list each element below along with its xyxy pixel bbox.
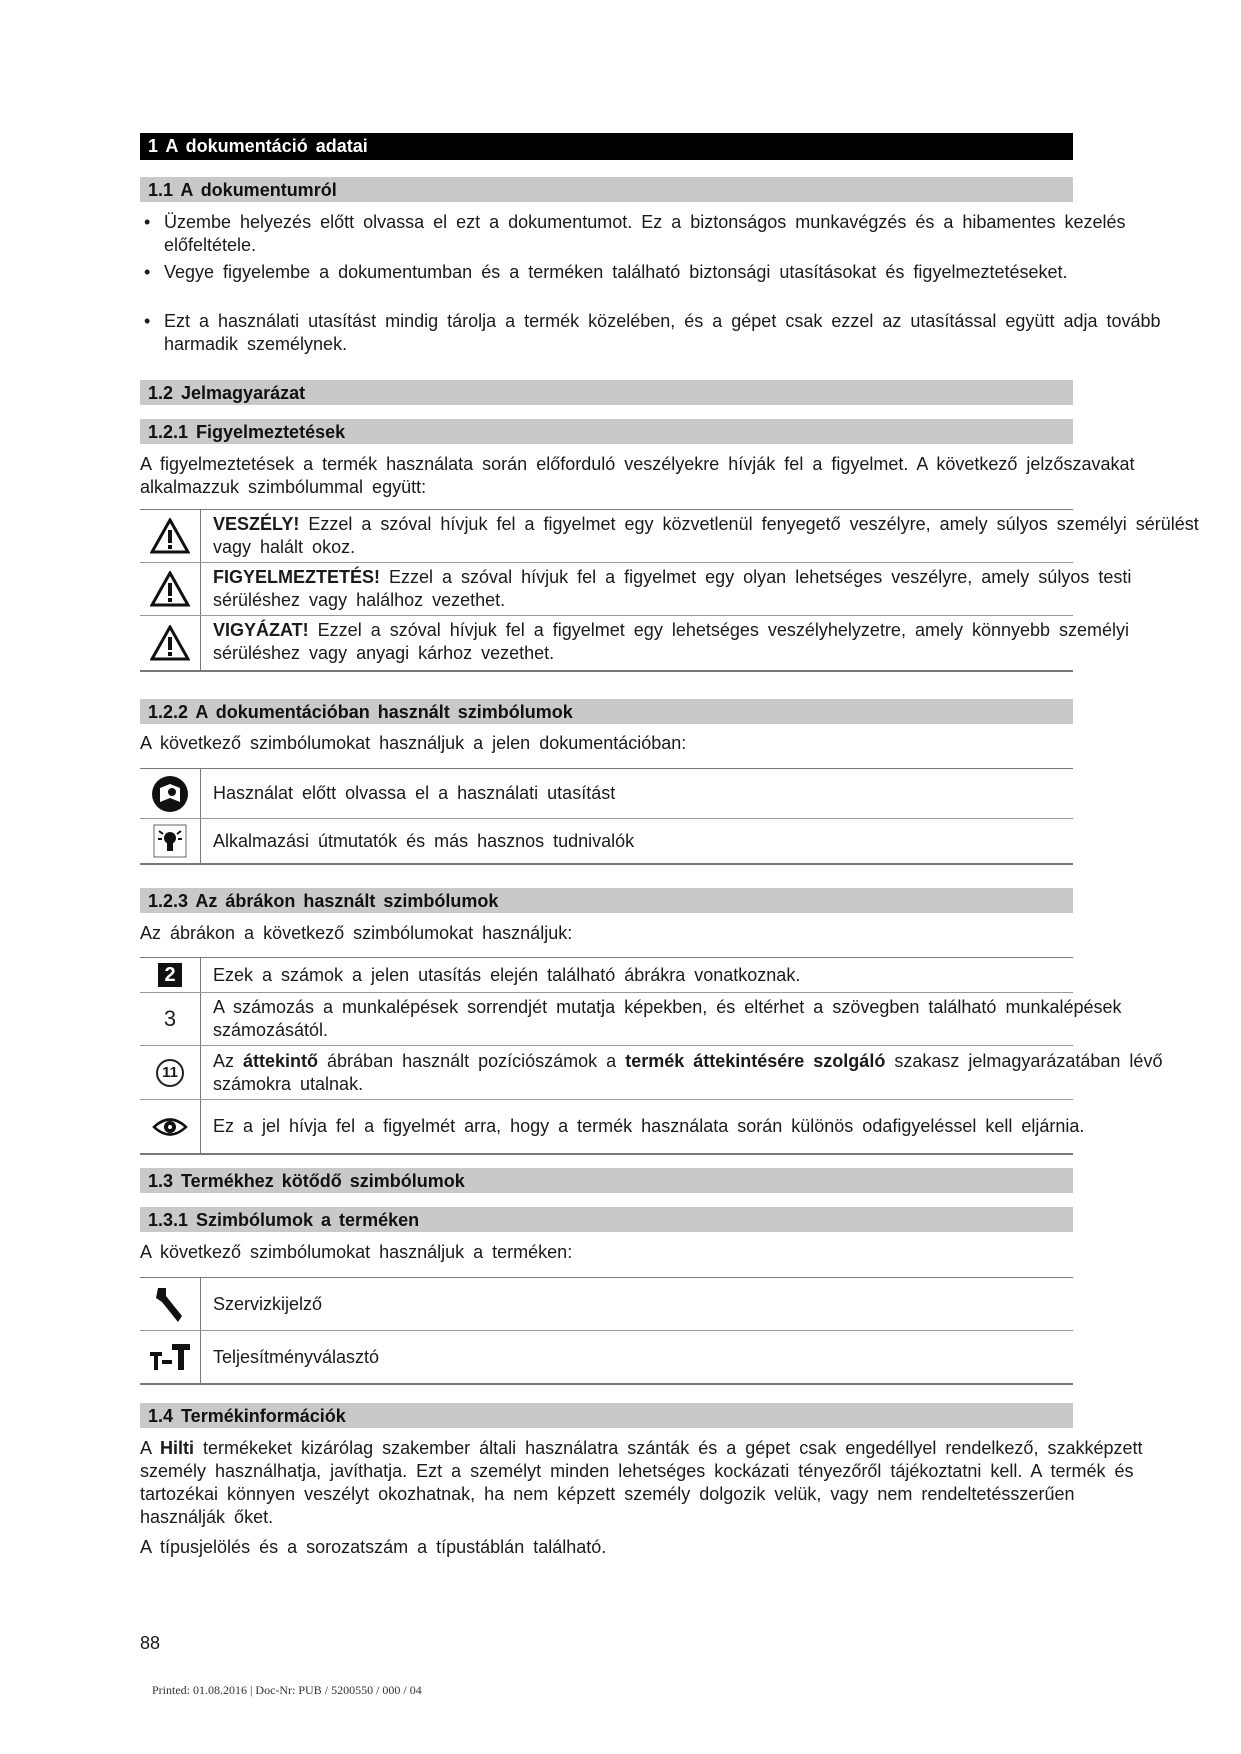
figure-symbols-table: [140, 957, 1163, 1155]
symbol-row: [140, 1330, 1073, 1383]
signal-word: FIGYELMEZTETÉS!: [213, 567, 381, 587]
product-symbols-intro: A következő szimbólumokat használjuk a terméken:: [140, 1242, 573, 1262]
figure-number-label: 2: [158, 963, 182, 987]
warning-text: [201, 616, 1213, 670]
warning-triangle-icon: [140, 616, 201, 670]
warning-triangle-icon: [140, 510, 201, 562]
section-heading-1-2-3: 1.2.3 Az ábrákon használt szimbólumok: [140, 888, 1073, 913]
print-footer: Printed: 01.08.2016 | Doc-Nr: PUB / 5200550 / 000 / 04: [152, 1683, 422, 1697]
signal-word: VESZÉLY!: [213, 514, 300, 534]
text-part: Az: [213, 1050, 244, 1071]
text-part: A: [140, 1438, 161, 1458]
bullet-item: • Vegye figyelembe a dokumentumban és a terméken található biztonsági utasításokat és figyelmeztetéseket.: [140, 261, 1200, 284]
bullet-item: • Ezt a használati utasítást mindig tárolja a termék közelében, és a gépet csak ezzel az utasítással együtt adja tovább harmadik személynek.: [140, 310, 1200, 356]
symbol-row: [140, 1045, 1163, 1099]
warning-row: [140, 615, 1130, 670]
read-manual-icon: [140, 769, 201, 818]
wrench-service-icon: [140, 1278, 201, 1330]
bullet-item: • Üzembe helyezés előtt olvassa el ezt a dokumentumot. Ez a biztonságos munkavégzés és a hibamentes kezelés előfeltétele.: [140, 211, 1200, 257]
position-number-icon: [140, 1046, 201, 1099]
symbol-description: Szervizkijelző: [213, 1293, 323, 1314]
lightbulb-tip-icon: [140, 819, 201, 863]
product-info-paragraph: [140, 1437, 1150, 1529]
section-heading-1-2: 1.2 Jelmagyarázat: [140, 380, 1073, 405]
symbol-row: [140, 958, 1073, 992]
symbol-row: [140, 1099, 1085, 1153]
warning-description: Ezzel a szóval hívjuk fel a figyelmet egy lehetséges veszélyhelyzetre, amely könnyebb személyi sérüléshez vagy anyagi kárhoz vezethet.: [213, 620, 1130, 663]
position-number-label: 11: [156, 1059, 184, 1087]
figure-symbols-intro: Az ábrákon a következő szimbólumokat használjuk:: [140, 923, 573, 943]
text-part: ábrában használt pozíciószámok a: [318, 1050, 626, 1071]
warning-text: [201, 510, 1213, 562]
step-number-label: 3: [163, 1006, 177, 1031]
eye-attention-icon: [140, 1100, 201, 1153]
text-part-bold: termék áttekintésére szolgáló: [625, 1050, 886, 1071]
page-number: 88: [140, 1633, 161, 1653]
step-number-icon: [140, 993, 201, 1045]
symbol-row: [140, 1278, 1073, 1330]
signal-word: VIGYÁZAT!: [213, 620, 309, 640]
section-heading-1-1: 1.1 A dokumentumról: [140, 177, 1073, 202]
warning-row: [140, 562, 1132, 615]
brand-name: Hilti: [160, 1438, 195, 1458]
symbol-description: Ez a jel hívja fel a figyelmét arra, hogy a termék használata során különös odafigyeléssel kell eljárnia.: [213, 1116, 1085, 1136]
section-heading-1-4: 1.4 Termékinformációk: [140, 1403, 1073, 1428]
symbol-description: [201, 1047, 1213, 1099]
symbol-description: Teljesítményválasztó: [213, 1346, 380, 1367]
warnings-table: [140, 509, 1199, 672]
symbol-description: Alkalmazási útmutatók és más hasznos tudnivalók: [213, 830, 635, 851]
symbol-description: Ezek a számok a jelen utasítás elején található ábrákra vonatkoznak.: [213, 964, 801, 985]
warning-row: [140, 510, 1199, 562]
symbol-description: Használat előtt olvassa el a használati utasítást: [213, 783, 616, 803]
doc-symbols-intro: A következő szimbólumokat használjuk a jelen dokumentációban:: [140, 733, 687, 753]
type-plate-paragraph: A típusjelölés és a sorozatszám a típustáblán található.: [140, 1537, 607, 1557]
warnings-intro: A figyelmeztetések a termék használata során előforduló veszélyekre hívják fel a figyelmet. A következő jelzőszavakat alkalmazzuk szimbólummal együtt:: [140, 454, 1135, 497]
product-symbols-table: [140, 1277, 1073, 1385]
section-heading-1: 1 A dokumentáció adatai: [140, 133, 1073, 160]
section-heading-1-2-1: 1.2.1 Figyelmeztetések: [140, 419, 1073, 444]
text-part: termékeket kizárólag szakember általi használatra szánták és a gépet csak engedéllyel rendelkező, szakképzett személy használhatja, javíthatja. Ezt a személyt minden lehetséges kockázati tényezőről tájékoztatni kell. A termék és tartozékai könnyen veszélyt okozhatnak, ha nem képzett személy dolgozik velük, vagy nem rendeltetésszerűen használják őket.: [140, 1438, 1143, 1527]
doc-symbols-table: [140, 768, 1073, 865]
section-heading-1-3: 1.3 Termékhez kötődő szimbólumok: [140, 1168, 1073, 1193]
warning-description: Ezzel a szóval hívjuk fel a figyelmet egy közvetlenül fenyegető veszélyre, amely súlyos személyi sérülést vagy halált okoz.: [213, 514, 1199, 557]
number-square-icon: [140, 958, 201, 992]
text-part: szakasz jelmagyarázatában lévő számokra utalnak.: [213, 1050, 1163, 1094]
warning-description: Ezzel a szóval hívjuk fel a figyelmet egy olyan lehetséges veszélyre, amely súlyos testi sérüléshez vagy halálhoz vezethet.: [213, 567, 1132, 610]
section-heading-1-3-1: 1.3.1 Szimbólumok a terméken: [140, 1207, 1073, 1232]
text-part-bold: áttekintő: [243, 1050, 319, 1071]
symbol-row: [140, 992, 1122, 1045]
symbol-row: [140, 818, 1073, 863]
warning-text: [201, 563, 1213, 615]
section-heading-1-2-2: 1.2.2 A dokumentációban használt szimbólumok: [140, 699, 1073, 724]
symbol-row: [140, 769, 1073, 818]
power-selector-icon: [140, 1331, 201, 1383]
warning-triangle-icon: [140, 563, 201, 615]
symbol-description: A számozás a munkalépések sorrendjét mutatja képekben, és eltérhet a szövegben található munkalépések számozásától.: [213, 997, 1122, 1040]
